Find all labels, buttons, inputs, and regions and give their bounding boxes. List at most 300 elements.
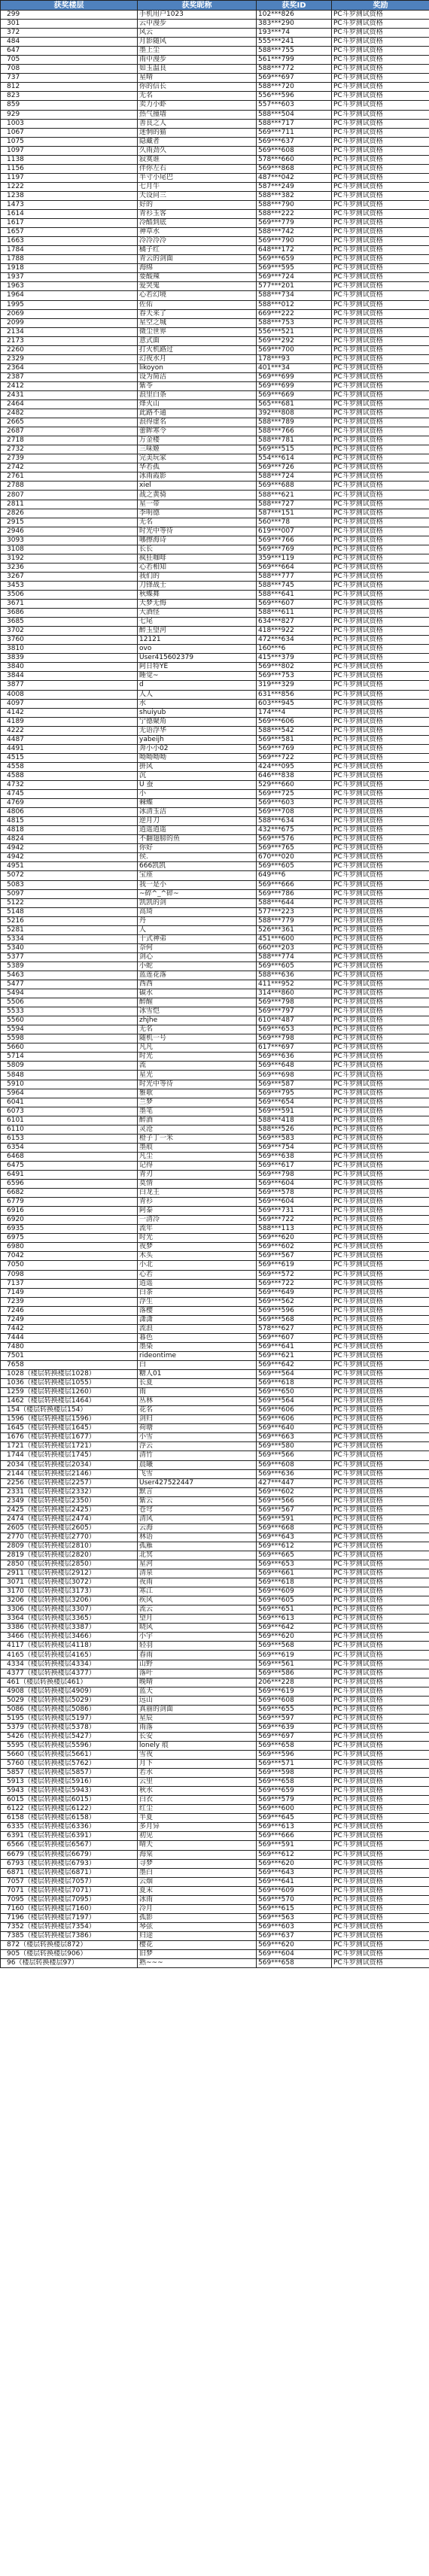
id-cell: 569***637 <box>257 1931 332 1940</box>
nickname-cell: 长安 <box>138 1732 257 1741</box>
reward-cell: PC斗罗测试资格 <box>332 1959 429 1968</box>
reward-cell: PC斗罗测试资格 <box>332 1624 429 1633</box>
reward-cell: PC斗罗测试资格 <box>332 47 429 56</box>
nickname-cell: 时光中等待 <box>138 527 257 536</box>
reward-cell: PC斗罗测试资格 <box>332 1533 429 1542</box>
floor-cell: 4908（楼层转换楼层4909） <box>1 1687 138 1696</box>
reward-cell: PC斗罗测试资格 <box>332 1642 429 1651</box>
id-cell: 569***639 <box>257 1723 332 1732</box>
nickname-cell: 白茶 <box>138 1288 257 1297</box>
id-cell: 569***619 <box>257 1687 332 1696</box>
floor-cell: 5195（楼层转换楼层5197） <box>1 1714 138 1723</box>
reward-cell: PC斗罗测试资格 <box>332 636 429 645</box>
id-cell: 660***203 <box>257 943 332 952</box>
id-cell: 569***568 <box>257 1642 332 1651</box>
nickname-cell: 潇潇 <box>138 1315 257 1324</box>
reward-cell: PC斗罗测试资格 <box>332 210 429 219</box>
floor-cell: 2331（楼层转换楼层2332） <box>1 1487 138 1496</box>
id-cell: 649***6 <box>257 871 332 880</box>
nickname-cell: 墨笔 <box>138 1107 257 1116</box>
reward-cell: PC斗罗测试资格 <box>332 1950 429 1959</box>
reward-cell: PC斗罗测试资格 <box>332 200 429 209</box>
table-row <box>1 1760 429 1769</box>
nickname-cell: 流浪 <box>138 1324 257 1333</box>
nickname-cell: 孤雁 <box>138 1542 257 1551</box>
reward-cell: PC斗罗测试资格 <box>332 1062 429 1071</box>
nickname-cell: 紫云 <box>138 1496 257 1505</box>
id-cell: 588***789 <box>257 418 332 427</box>
id-cell: 411***952 <box>257 980 332 989</box>
nickname-cell: 迷惘的猫 <box>138 128 257 137</box>
reward-cell: PC斗罗测试资格 <box>332 1360 429 1369</box>
nickname-cell: 手机用户1023 <box>138 11 257 20</box>
table-row <box>1 119 429 128</box>
id-cell: 588***724 <box>257 472 332 481</box>
reward-cell: PC斗罗测试资格 <box>332 1207 429 1216</box>
id-cell: 314***860 <box>257 989 332 998</box>
floor-cell: 3877 <box>1 681 138 690</box>
table-row <box>1 790 429 799</box>
floor-cell: 6679（楼层转换楼层6679） <box>1 1850 138 1859</box>
floor-cell: 5964 <box>1 1089 138 1098</box>
floor-cell: 4377（楼层转换楼层4377） <box>1 1669 138 1678</box>
floor-cell: 461（楼层转换楼层461） <box>1 1678 138 1687</box>
id-cell: 569***637 <box>257 137 332 146</box>
id-cell: 569***651 <box>257 1605 332 1615</box>
nickname-cell: lonely 痕 <box>138 1741 257 1750</box>
table-row <box>1 372 429 381</box>
id-cell: 554***614 <box>257 454 332 463</box>
nickname-cell: 十式神弟 <box>138 934 257 943</box>
reward-cell: PC斗罗测试资格 <box>332 735 429 744</box>
floor-cell: 2034（楼层转换楼层2034） <box>1 1460 138 1469</box>
table-row <box>1 228 429 237</box>
nickname-cell: 秋蝶舞 <box>138 591 257 600</box>
floor-cell: 3206（楼层转换楼层3206） <box>1 1596 138 1605</box>
table-row <box>1 1587 429 1596</box>
reward-cell: PC斗罗测试资格 <box>332 889 429 898</box>
nickname-cell: 不翻翅膀的鱼 <box>138 835 257 844</box>
table-row <box>1 690 429 699</box>
floor-cell: 2811 <box>1 500 138 509</box>
table-row <box>1 518 429 527</box>
floor-cell: 6158（楼层转换楼层6158） <box>1 1814 138 1823</box>
nickname-cell: 橘子红 <box>138 246 257 255</box>
floor-cell: 5426（楼层转换楼层5427） <box>1 1732 138 1741</box>
table-row <box>1 1624 429 1633</box>
reward-cell: PC斗罗测试资格 <box>332 1424 429 1433</box>
reward-cell: PC斗罗测试资格 <box>332 536 429 545</box>
id-cell: 569***650 <box>257 1388 332 1397</box>
id-cell: 569***769 <box>257 744 332 753</box>
nickname-cell: 碳水 <box>138 989 257 998</box>
id-cell: 383***290 <box>257 20 332 29</box>
reward-cell: PC斗罗测试资格 <box>332 753 429 762</box>
id-cell: 487***042 <box>257 173 332 182</box>
reward-cell: PC斗罗测试资格 <box>332 191 429 200</box>
id-cell: 569***586 <box>257 1669 332 1678</box>
table-row <box>1 1424 429 1433</box>
nickname-cell: 此路不通 <box>138 409 257 418</box>
floor-cell: 2099 <box>1 318 138 327</box>
reward-cell: PC斗罗测试资格 <box>332 1769 429 1778</box>
table-row <box>1 381 429 390</box>
id-cell: 569***605 <box>257 961 332 971</box>
floor-cell: 2732 <box>1 445 138 454</box>
reward-cell: PC斗罗测试资格 <box>332 1016 429 1025</box>
table-row <box>1 1823 429 1832</box>
reward-cell: PC斗罗测试资格 <box>332 1451 429 1460</box>
id-cell: 569***725 <box>257 790 332 799</box>
nickname-cell: 蓝莲花落 <box>138 971 257 980</box>
id-cell: 587***151 <box>257 509 332 518</box>
nickname-cell: 青衫玉客 <box>138 210 257 219</box>
nickname-cell: 星一带 <box>138 500 257 509</box>
floor-cell: 5463 <box>1 971 138 980</box>
reward-cell: PC斗罗测试资格 <box>332 318 429 327</box>
id-cell: 392***808 <box>257 409 332 418</box>
nickname-cell: 春天来了 <box>138 309 257 318</box>
id-cell: 569***731 <box>257 1207 332 1216</box>
nickname-cell: 云里 <box>138 1778 257 1787</box>
floor-cell: 1075 <box>1 137 138 146</box>
table-row <box>1 65 429 74</box>
floor-cell: 6335（楼层转换楼层6336） <box>1 1823 138 1832</box>
floor-cell: 3685 <box>1 618 138 627</box>
table-row <box>1 327 429 336</box>
nickname-cell: 雅歌 <box>138 1089 257 1098</box>
id-cell: 569***700 <box>257 345 332 354</box>
header-id: 获奖ID <box>257 1 332 11</box>
nickname-cell: 凯凯的剑 <box>138 898 257 907</box>
table-row <box>1 1243 429 1252</box>
id-cell: 569***640 <box>257 1424 332 1433</box>
id-cell: 569***708 <box>257 808 332 817</box>
id-cell: 569***654 <box>257 1098 332 1107</box>
nickname-cell: U 蚕 <box>138 780 257 789</box>
floor-cell: 1156 <box>1 164 138 173</box>
id-cell: 569***795 <box>257 1089 332 1098</box>
id-cell: 160***6 <box>257 645 332 654</box>
table-row <box>1 74 429 83</box>
reward-cell: PC斗罗测试资格 <box>332 409 429 418</box>
nickname-cell: 月影随风 <box>138 38 257 47</box>
reward-cell: PC斗罗测试资格 <box>332 1315 429 1324</box>
reward-cell: PC斗罗测试资格 <box>332 1787 429 1796</box>
table-row <box>1 835 429 844</box>
floor-cell: 872（楼层转换楼层872） <box>1 1940 138 1949</box>
id-cell: 588***742 <box>257 228 332 237</box>
reward-cell: PC斗罗测试资格 <box>332 790 429 799</box>
floor-cell: 1676（楼层转换楼层1677） <box>1 1433 138 1442</box>
id-cell: 569***766 <box>257 536 332 545</box>
table-row <box>1 563 429 572</box>
table-row <box>1 363 429 372</box>
nickname-cell: 兰梦 <box>138 1098 257 1107</box>
table-row <box>1 1605 429 1615</box>
id-cell: 569***658 <box>257 1959 332 1968</box>
id-cell: 588***621 <box>257 491 332 500</box>
table-row <box>1 491 429 500</box>
floor-cell: 154（楼层转换楼层154） <box>1 1406 138 1415</box>
table-row <box>1 762 429 771</box>
nickname-cell: 蕾眸寒令 <box>138 427 257 436</box>
floor-cell: 5910 <box>1 1080 138 1089</box>
floor-cell: 6596 <box>1 1180 138 1189</box>
reward-cell: PC斗罗测试资格 <box>332 119 429 128</box>
id-cell: 569***754 <box>257 1143 332 1152</box>
table-row <box>1 1370 429 1379</box>
floor-cell: 4806 <box>1 808 138 817</box>
table-row <box>1 1016 429 1025</box>
nickname-cell: 幻夜水月 <box>138 354 257 363</box>
reward-cell: PC斗罗测试资格 <box>332 943 429 952</box>
id-cell: 569***572 <box>257 1270 332 1279</box>
floor-cell: 6354 <box>1 1143 138 1152</box>
floor-cell: 1473 <box>1 200 138 209</box>
reward-cell: PC斗罗测试资格 <box>332 264 429 273</box>
reward-cell: PC斗罗测试资格 <box>332 1234 429 1243</box>
reward-cell: PC斗罗测试资格 <box>332 726 429 735</box>
floor-cell: 2134 <box>1 327 138 336</box>
nickname-cell: 伴你左右 <box>138 164 257 173</box>
nickname-cell: 浪得虚名 <box>138 418 257 427</box>
reward-cell: PC斗罗测试资格 <box>332 1370 429 1379</box>
floor-cell: 2412 <box>1 381 138 390</box>
table-row <box>1 1451 429 1460</box>
id-cell: 588***781 <box>257 436 332 445</box>
table-row <box>1 699 429 708</box>
table-row <box>1 1859 429 1868</box>
table-row <box>1 1333 429 1342</box>
id-cell: 569***597 <box>257 1714 332 1723</box>
table-row <box>1 418 429 427</box>
table-row <box>1 600 429 609</box>
table-row <box>1 681 429 690</box>
id-cell: 569***722 <box>257 1279 332 1288</box>
table-row <box>1 1415 429 1424</box>
nickname-cell: 寒江 <box>138 1587 257 1596</box>
id-cell: 569***722 <box>257 753 332 762</box>
reward-cell: PC斗罗测试资格 <box>332 780 429 789</box>
reward-cell: PC斗罗测试资格 <box>332 354 429 363</box>
reward-cell: PC斗罗测试资格 <box>332 1651 429 1660</box>
table-row <box>1 645 429 654</box>
floor-cell: 5086（楼层转换楼层5086） <box>1 1705 138 1714</box>
floor-cell: 1036（楼层转换楼层1055） <box>1 1379 138 1388</box>
nickname-cell: 多月异 <box>138 1823 257 1832</box>
table-row <box>1 753 429 762</box>
floor-cell: 4222 <box>1 726 138 735</box>
id-cell: 569***587 <box>257 1080 332 1089</box>
floor-cell: 4769 <box>1 799 138 808</box>
header-row <box>1 1 429 11</box>
floor-cell: 3840 <box>1 663 138 672</box>
table-row <box>1 1252 429 1261</box>
table-row <box>1 1678 429 1687</box>
reward-cell: PC斗罗测试资格 <box>332 1043 429 1053</box>
floor-cell: 7050 <box>1 1261 138 1270</box>
reward-cell: PC斗罗测试资格 <box>332 1478 429 1487</box>
nickname-cell: 无名 <box>138 518 257 527</box>
id-cell: 569***567 <box>257 1252 332 1261</box>
table-row <box>1 1796 429 1805</box>
table-row <box>1 300 429 309</box>
reward-cell: PC斗罗测试资格 <box>332 1569 429 1578</box>
floor-cell: 2718 <box>1 436 138 445</box>
table-row <box>1 246 429 255</box>
nickname-cell: 完美玩家 <box>138 454 257 463</box>
id-cell: 415***379 <box>257 654 332 663</box>
floor-cell: 4732 <box>1 780 138 789</box>
nickname-cell: 拼风 <box>138 762 257 771</box>
floor-cell: 2850（楼层转换楼层2850） <box>1 1560 138 1569</box>
table-row <box>1 264 429 273</box>
floor-cell: 2364 <box>1 363 138 372</box>
nickname-cell: 水 <box>138 699 257 708</box>
floor-cell: 6041 <box>1 1098 138 1107</box>
reward-cell: PC斗罗测试资格 <box>332 880 429 889</box>
id-cell: 569***798 <box>257 998 332 1007</box>
id-cell: 569***802 <box>257 663 332 672</box>
table-row <box>1 1125 429 1134</box>
id-cell: 588***755 <box>257 47 332 56</box>
reward-cell: PC斗罗测试资格 <box>332 826 429 835</box>
nickname-cell: 木头 <box>138 1252 257 1261</box>
id-cell: 569***659 <box>257 255 332 264</box>
nickname-cell: 时光 <box>138 1053 257 1062</box>
id-cell: 569***602 <box>257 1243 332 1252</box>
reward-cell: PC斗罗测试资格 <box>332 29 429 38</box>
floor-cell: 5506 <box>1 998 138 1007</box>
id-cell: 565***681 <box>257 400 332 409</box>
floor-cell: 5760（楼层转换楼层5762） <box>1 1760 138 1769</box>
table-row <box>1 191 429 200</box>
id-cell: 569***620 <box>257 1859 332 1868</box>
floor-cell: 3071（楼层转换楼层3072） <box>1 1578 138 1587</box>
nickname-cell: 海绵 <box>138 264 257 273</box>
floor-cell: 1963 <box>1 282 138 291</box>
nickname-cell: 墨染 <box>138 1342 257 1351</box>
nickname-cell: 666凯凯 <box>138 862 257 871</box>
table-row <box>1 1025 429 1034</box>
floor-cell: 4815 <box>1 817 138 826</box>
table-row <box>1 1116 429 1125</box>
table-row <box>1 291 429 300</box>
nickname-cell: 落樱 <box>138 1306 257 1315</box>
reward-cell: PC斗罗测试资格 <box>332 1198 429 1207</box>
floor-cell: 6101 <box>1 1116 138 1125</box>
nickname-cell: 秋水 <box>138 1787 257 1796</box>
floor-cell: 5334 <box>1 934 138 943</box>
nickname-cell: 云烟 <box>138 1877 257 1886</box>
floor-cell: 823 <box>1 92 138 101</box>
nickname-cell: 我们的 <box>138 572 257 581</box>
id-cell: 569***636 <box>257 1469 332 1478</box>
floor-cell: 3839 <box>1 654 138 663</box>
table-row <box>1 1342 429 1351</box>
nickname-cell: 小宇 <box>138 1633 257 1642</box>
floor-cell: 2807 <box>1 491 138 500</box>
id-cell: 588***504 <box>257 110 332 119</box>
nickname-cell: 哪擦海诗 <box>138 536 257 545</box>
nickname-cell: 热气撞墙 <box>138 110 257 119</box>
floor-cell: 5389 <box>1 961 138 971</box>
reward-cell: PC斗罗测试资格 <box>332 808 429 817</box>
table-row <box>1 29 429 38</box>
table-row <box>1 672 429 681</box>
nickname-cell: 青刃 <box>138 1171 257 1180</box>
reward-cell: PC斗罗测试资格 <box>332 1886 429 1895</box>
nickname-cell: 远山 <box>138 1696 257 1705</box>
table-row <box>1 618 429 627</box>
id-cell: 401***34 <box>257 363 332 372</box>
table-row <box>1 943 429 952</box>
table-row <box>1 1805 429 1814</box>
reward-cell: PC斗罗测试资格 <box>332 65 429 74</box>
nickname-cell: 晨曦 <box>138 1460 257 1469</box>
id-cell: 588***717 <box>257 119 332 128</box>
id-cell: 526***361 <box>257 925 332 934</box>
id-cell: 569***605 <box>257 862 332 871</box>
nickname-cell: 清风 <box>138 1514 257 1523</box>
nickname-cell: 打火机路过 <box>138 345 257 354</box>
table-row <box>1 92 429 101</box>
nickname-cell: 阿日特YE <box>138 663 257 672</box>
id-cell: 569***581 <box>257 735 332 744</box>
id-cell: 569***753 <box>257 672 332 681</box>
table-row <box>1 155 429 164</box>
nickname-cell: 宝座 <box>138 871 257 880</box>
nickname-cell: 雨落 <box>138 1723 257 1732</box>
table-row <box>1 735 429 744</box>
table-row <box>1 1388 429 1397</box>
nickname-cell: 樱花 <box>138 1940 257 1949</box>
nickname-cell: 流 <box>138 1062 257 1071</box>
table-row <box>1 282 429 291</box>
floor-cell: 5943（楼层转换楼层5943） <box>1 1787 138 1796</box>
reward-cell: PC斗罗测试资格 <box>332 1505 429 1514</box>
floor-cell: 301 <box>1 20 138 29</box>
nickname-cell: 冰雨 <box>138 1895 257 1904</box>
reward-cell: PC斗罗测试资格 <box>332 1442 429 1451</box>
reward-cell: PC斗罗测试资格 <box>332 1098 429 1107</box>
nickname-cell: 飞雪 <box>138 1469 257 1478</box>
nickname-cell: 冷月 <box>138 1904 257 1913</box>
table-row <box>1 309 429 318</box>
id-cell: 569***606 <box>257 1415 332 1424</box>
id-cell: 569***602 <box>257 1487 332 1496</box>
table-row <box>1 1814 429 1823</box>
table-row <box>1 1270 429 1279</box>
id-cell: 569***603 <box>257 1922 332 1931</box>
reward-cell: PC斗罗测试资格 <box>332 1406 429 1415</box>
floor-cell: 1937 <box>1 273 138 282</box>
id-cell: 577***201 <box>257 282 332 291</box>
id-cell: 569***642 <box>257 1360 332 1369</box>
floor-cell: 1645（楼层转换楼层1645） <box>1 1424 138 1433</box>
floor-cell: 4588 <box>1 771 138 780</box>
reward-cell: PC斗罗测试资格 <box>332 645 429 654</box>
floor-cell: 3702 <box>1 627 138 636</box>
reward-cell: PC斗罗测试资格 <box>332 436 429 445</box>
id-cell: 569***564 <box>257 1370 332 1379</box>
floor-cell: 3844 <box>1 672 138 681</box>
id-cell: 569***617 <box>257 1161 332 1170</box>
nickname-cell: 你的信长 <box>138 83 257 92</box>
table-row <box>1 273 429 282</box>
id-cell: 588***542 <box>257 726 332 735</box>
